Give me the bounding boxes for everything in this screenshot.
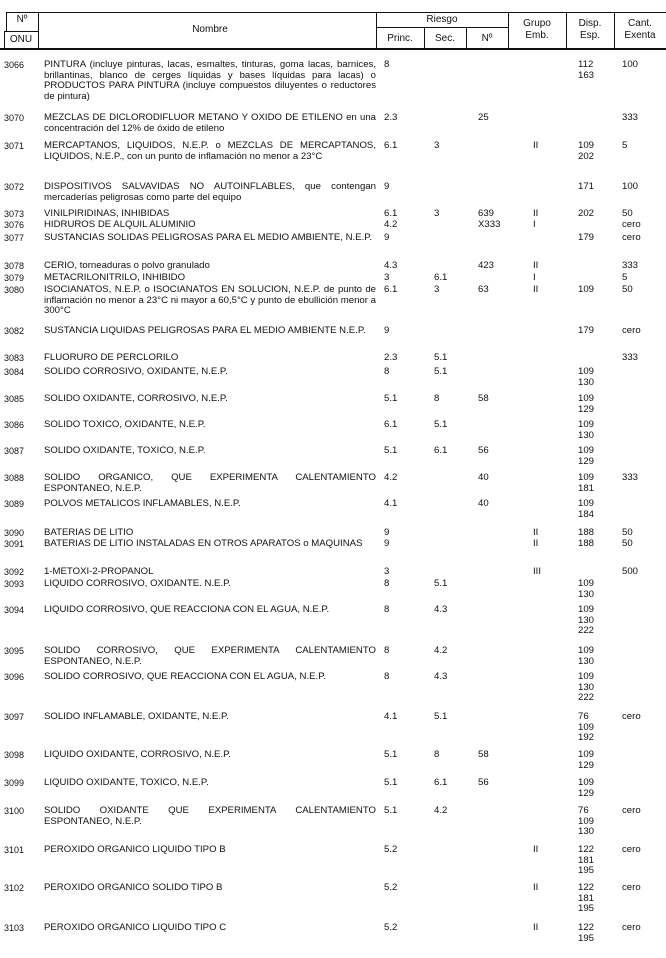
riesgo-numero: 25: [478, 112, 489, 123]
disposicion-code: 109: [578, 140, 595, 151]
onu-number: 3072: [4, 182, 25, 192]
disposicion-code: 188: [578, 538, 595, 549]
disposiciones-especiales: [578, 60, 608, 81]
riesgo-secundario: 5.1: [434, 419, 448, 430]
disposiciones-especiales: [578, 528, 608, 539]
riesgo-numero: 63: [478, 284, 489, 295]
disposiciones-especiales: [578, 499, 608, 520]
disposiciones-especiales: [578, 233, 608, 244]
disposiciones-especiales: [578, 646, 608, 667]
onu-number: 3091: [4, 539, 25, 549]
header-cant-2: Exenta: [624, 30, 656, 41]
disposicion-code: 130: [578, 614, 595, 626]
header-disp-1: Disp.: [578, 18, 602, 29]
cantidad-exenta: 333: [622, 112, 639, 123]
riesgo-principal: 8: [384, 578, 390, 589]
substance-name: LIQUIDO OXIDANTE, CORROSIVO, N.E.P.: [44, 749, 231, 760]
disposicion-code: 181: [578, 854, 595, 866]
onu-number: 3096: [4, 672, 25, 682]
riesgo-secundario: 8: [434, 393, 440, 404]
riesgo-principal: 3: [384, 272, 390, 283]
onu-number: 3080: [4, 285, 25, 295]
onu-number: 3073: [4, 209, 25, 219]
substance-name: SUSTANCIAS SOLIDAS PELIGROSAS PARA EL MEDIO AMBIENTE, N.E.P.: [44, 232, 373, 243]
cantidad-exenta: 50: [622, 538, 633, 549]
disposiciones-especiales: [578, 778, 608, 799]
riesgo-secundario: 5.1: [434, 578, 448, 589]
disposiciones-especiales: [578, 605, 608, 637]
disposicion-code: 109: [578, 604, 595, 615]
riesgo-principal: 4.2: [384, 219, 398, 230]
onu-number: 3083: [4, 353, 25, 363]
riesgo-secundario: 8: [434, 749, 440, 760]
substance-name: LIQUIDO OXIDANTE, TOXICO, N.E.P.: [44, 777, 209, 788]
disposicion-code: 109: [578, 777, 595, 788]
onu-number: 3100: [4, 806, 25, 816]
disposicion-code: 179: [578, 232, 595, 243]
riesgo-principal: 2.3: [384, 112, 398, 123]
riesgo-secundario: 5.1: [434, 352, 448, 363]
substance-name: SOLIDO OXIDANTE, TOXICO, N.E.P.: [44, 445, 206, 456]
cantidad-exenta: cero: [622, 232, 641, 243]
substance-name: HIDRUROS DE ALQUIL ALUMINIO: [44, 219, 196, 230]
cantidad-exenta: cero: [622, 325, 641, 336]
disposicion-code: 129: [578, 455, 595, 467]
riesgo-principal: 6.1: [384, 208, 398, 219]
riesgo-numero: 56: [478, 777, 489, 788]
header-riesgo: Riesgo: [426, 14, 458, 25]
disposicion-code: 202: [578, 208, 595, 219]
grupo-embalaje: II: [533, 208, 539, 219]
disposicion-code: 109: [578, 721, 595, 733]
riesgo-numero: X333: [478, 219, 501, 230]
riesgo-principal: 8: [384, 645, 390, 656]
riesgo-principal: 6.1: [384, 284, 398, 295]
header-cant-1: Cant.: [628, 18, 652, 29]
onu-number: 3101: [4, 845, 25, 855]
substance-name: DISPOSITIVOS SALVAVIDAS NO AUTOINFLABLES, que contengan mercaderías peligrosas como parte del equipo: [44, 181, 376, 203]
disposicion-code: 109: [578, 749, 595, 760]
cantidad-exenta: 333: [622, 352, 639, 363]
grupo-embalaje: III: [533, 566, 541, 577]
riesgo-principal: 5.1: [384, 393, 398, 404]
cantidad-exenta: 333: [622, 260, 639, 271]
disposicion-code: 181: [578, 482, 595, 494]
riesgo-numero: 58: [478, 393, 489, 404]
disposicion-code: 76: [578, 711, 589, 722]
riesgo-principal: 8: [384, 366, 390, 377]
cantidad-exenta: cero: [622, 805, 641, 816]
substance-name: PEROXIDO ORGANICO SOLIDO TIPO B: [44, 882, 223, 893]
riesgo-principal: 8: [384, 59, 390, 70]
onu-number: 3102: [4, 883, 25, 893]
cantidad-exenta: 500: [622, 566, 639, 577]
substance-name: MERCAPTANOS, LIQUIDOS, N.E.P. o MEZCLAS DE MERCAPTANOS, LIQUIDOS, N.E.P., con un punto de inflamación no menor a 23°C: [44, 140, 376, 162]
disposicion-code: 109: [578, 445, 595, 456]
header-no-col: Nº: [481, 33, 493, 44]
disposiciones-especiales: [578, 420, 608, 441]
grupo-embalaje: II: [533, 284, 539, 295]
riesgo-principal: 6.1: [384, 419, 398, 430]
onu-number: 3084: [4, 367, 25, 377]
substance-name: SUSTANCIA LIQUIDAS PELIGROSAS PARA EL MEDIO AMBIENTE N.E.P.: [44, 325, 366, 336]
grupo-embalaje: I: [533, 219, 536, 230]
disposiciones-especiales: [578, 209, 608, 220]
header-princ: Princ.: [387, 33, 413, 44]
substance-name: SOLIDO CORROSIVO, QUE EXPERIMENTA CALENTAMIENTO ESPONTANEO, N.E.P.: [44, 645, 376, 667]
disposiciones-especiales: [578, 285, 608, 296]
grupo-embalaje: II: [533, 527, 539, 538]
substance-name: SOLIDO CORROSIVO, QUE REACCIONA CON EL AGUA, N.E.P.: [44, 671, 327, 682]
header-nombre: Nombre: [192, 24, 228, 35]
riesgo-principal: 9: [384, 232, 390, 243]
substance-name: PEROXIDO ORGANICO LIQUIDO TIPO B: [44, 844, 226, 855]
substance-name: LIQUIDO CORROSIVO, QUE REACCIONA CON EL AGUA, N.E.P.: [44, 604, 330, 615]
onu-number: 3087: [4, 446, 25, 456]
disposicion-code: 109: [578, 671, 595, 682]
substance-name: SOLIDO OXIDANTE QUE EXPERIMENTA CALENTAMIENTO ESPONTANEO, N.E.P.: [44, 805, 376, 827]
header-onu: ONU: [9, 34, 33, 45]
grupo-embalaje: I: [533, 272, 536, 283]
riesgo-numero: 40: [478, 472, 489, 483]
onu-number: 3090: [4, 528, 25, 538]
substance-name: SOLIDO INFLAMABLE, OXIDANTE, N.E.P.: [44, 711, 229, 722]
substance-name: FLUORURO DE PERCLORILO: [44, 352, 179, 363]
grupo-embalaje: II: [533, 844, 539, 855]
substance-name: BATERIAS DE LITIO: [44, 527, 134, 538]
disposicion-code: 109: [578, 419, 595, 430]
onu-number: 3077: [4, 233, 25, 243]
onu-number: 3078: [4, 261, 25, 271]
cantidad-exenta: 5: [622, 140, 628, 151]
disposicion-code: 202: [578, 150, 595, 162]
disposicion-code: 130: [578, 655, 595, 667]
disposiciones-especiales: [578, 182, 608, 193]
disposicion-code: 109: [578, 578, 595, 589]
disposiciones-especiales: [578, 141, 608, 162]
disposicion-code: 179: [578, 325, 595, 336]
disposicion-code: 122: [578, 882, 595, 893]
disposiciones-especiales: [578, 539, 608, 550]
riesgo-principal: 5.2: [384, 844, 398, 855]
disposicion-code: 222: [578, 625, 595, 637]
riesgo-principal: 5.1: [384, 777, 398, 788]
disposicion-code: 109: [578, 366, 595, 377]
substance-name: PINTURA (incluye pinturas, lacas, esmaltes, tinturas, goma lacas, barnices, brillantinas, blanco de cerges líquidas y bases líquidas para lacas) o PRODUCTOS PARA PINTURA (incluye compuestos diluyentes o reductores de pintura): [44, 59, 376, 102]
disposiciones-especiales: [578, 923, 608, 944]
riesgo-principal: 4.3: [384, 260, 398, 271]
disposicion-code: 188: [578, 527, 595, 538]
disposicion-code: 130: [578, 376, 595, 388]
cantidad-exenta: cero: [622, 844, 641, 855]
onu-number: 3094: [4, 605, 25, 615]
disposicion-code: 112: [578, 59, 594, 70]
riesgo-principal: 4.1: [384, 498, 398, 509]
disposicion-code: 109: [578, 645, 595, 656]
riesgo-secundario: 5.1: [434, 711, 448, 722]
disposicion-code: 195: [578, 903, 595, 915]
riesgo-secundario: 3: [434, 208, 440, 219]
onu-number: 3088: [4, 473, 25, 483]
table-header: [0, 0, 666, 50]
riesgo-principal: 5.1: [384, 805, 398, 816]
substance-name: SOLIDO OXIDANTE, CORROSIVO, N.E.P.: [44, 393, 228, 404]
disposicion-code: 122: [578, 844, 595, 855]
riesgo-principal: 4.1: [384, 711, 398, 722]
onu-number: 3071: [4, 141, 25, 151]
cantidad-exenta: 333: [622, 472, 639, 483]
riesgo-numero: 58: [478, 749, 489, 760]
disposicion-code: 109: [578, 472, 595, 483]
onu-number: 3086: [4, 420, 25, 430]
disposiciones-especiales: [578, 473, 608, 494]
disposiciones-especiales: [578, 579, 608, 600]
riesgo-numero: 423: [478, 260, 495, 271]
disposiciones-especiales: [578, 326, 608, 337]
grupo-embalaje: II: [533, 260, 539, 271]
onu-number: 3095: [4, 646, 25, 656]
riesgo-principal: 4.2: [384, 472, 398, 483]
cantidad-exenta: cero: [622, 922, 641, 933]
disposicion-code: 122: [578, 922, 595, 933]
riesgo-secundario: 3: [434, 140, 440, 151]
cantidad-exenta: cero: [622, 882, 641, 893]
disposicion-code: 181: [578, 892, 595, 904]
header-grupo-2: Emb.: [525, 30, 549, 41]
substance-name: METACRILONITRILO, INHIBIDO: [44, 272, 186, 283]
onu-number: 3076: [4, 220, 25, 230]
riesgo-numero: 56: [478, 445, 489, 456]
riesgo-numero: 639: [478, 208, 495, 219]
disposiciones-especiales: [578, 806, 608, 838]
riesgo-principal: 9: [384, 538, 390, 549]
disposicion-code: 129: [578, 759, 595, 771]
substance-name: POLVOS METALICOS INFLAMABLES, N.E.P.: [44, 498, 241, 509]
cantidad-exenta: 100: [622, 59, 639, 70]
onu-number: 3082: [4, 326, 25, 336]
disposicion-code: 130: [578, 826, 595, 838]
disposicion-code: 195: [578, 865, 595, 877]
onu-number: 3093: [4, 579, 25, 589]
riesgo-secundario: 6.1: [434, 777, 448, 788]
header-disp-2: Esp.: [579, 30, 600, 41]
disposiciones-especiales: [578, 672, 608, 704]
onu-number: 3098: [4, 750, 25, 760]
riesgo-principal: 8: [384, 604, 390, 615]
disposiciones-especiales: [578, 750, 608, 771]
riesgo-secundario: 3: [434, 284, 440, 295]
riesgo-principal: 5.1: [384, 445, 398, 456]
disposicion-code: 163: [578, 69, 595, 81]
substance-name: LIQUIDO CORROSIVO, OXIDANTE. N.E.P.: [44, 578, 231, 589]
disposicion-code: 129: [578, 403, 595, 415]
onu-number: 3089: [4, 499, 25, 509]
substance-name: CERIO, torneaduras o polvo granulado: [44, 260, 210, 271]
substance-name: SOLIDO CORROSIVO, OXIDANTE, N.E.P.: [44, 366, 228, 377]
cantidad-exenta: 50: [622, 527, 633, 538]
onu-number: 3070: [4, 113, 25, 123]
cantidad-exenta: cero: [622, 711, 641, 722]
disposicion-code: 76: [578, 805, 589, 816]
onu-number: 3099: [4, 778, 25, 788]
substance-name: SOLIDO TOXICO, OXIDANTE, N.E.P.: [44, 419, 206, 430]
disposicion-code: 109: [578, 815, 595, 827]
disposicion-code: 171: [578, 181, 595, 192]
cantidad-exenta: 50: [622, 208, 633, 219]
substance-name: SOLIDO ORGANICO, QUE EXPERIMENTA CALENTAMIENTO ESPONTANEO, N.E.P.: [44, 472, 376, 494]
cantidad-exenta: 50: [622, 284, 633, 295]
disposicion-code: 109: [578, 284, 595, 295]
disposicion-code: 184: [578, 508, 595, 520]
disposicion-code: 195: [578, 932, 595, 944]
disposicion-code: 192: [578, 732, 595, 744]
grupo-embalaje: II: [533, 882, 539, 893]
substance-name: MEZCLAS DE DICLORODIFLUOR METANO Y OXIDO DE ETILENO en una concentración del 12% de óxido de etileno: [44, 112, 376, 134]
substance-name: 1-METOXI-2-PROPANOL: [44, 566, 154, 577]
riesgo-secundario: 6.1: [434, 272, 448, 283]
riesgo-secundario: 6.1: [434, 445, 448, 456]
riesgo-secundario: 5.1: [434, 366, 448, 377]
riesgo-principal: 9: [384, 181, 390, 192]
substance-name: PEROXIDO ORGANICO LIQUIDO TIPO C: [44, 922, 227, 933]
onu-number: 3085: [4, 394, 25, 404]
disposicion-code: 129: [578, 787, 595, 799]
disposicion-code: 109: [578, 498, 595, 509]
disposiciones-especiales: [578, 883, 608, 915]
disposicion-code: 130: [578, 681, 595, 693]
disposiciones-especiales: [578, 394, 608, 415]
substance-name: VINILPIRIDINAS, INHIBIDAS: [44, 208, 170, 219]
header-sec: Sec.: [434, 33, 455, 44]
riesgo-principal: 9: [384, 325, 390, 336]
cantidad-exenta: 100: [622, 181, 639, 192]
grupo-embalaje: II: [533, 538, 539, 549]
riesgo-principal: 5.2: [384, 882, 398, 893]
header-no: Nº: [16, 14, 28, 25]
disposicion-code: 222: [578, 692, 595, 704]
disposicion-code: 130: [578, 588, 595, 600]
riesgo-principal: 2.3: [384, 352, 398, 363]
riesgo-principal: 9: [384, 527, 390, 538]
riesgo-principal: 3: [384, 566, 390, 577]
disposiciones-especiales: [578, 845, 608, 877]
disposiciones-especiales: [578, 367, 608, 388]
riesgo-secundario: 4.3: [434, 604, 448, 615]
riesgo-principal: 5.1: [384, 749, 398, 760]
riesgo-secundario: 4.2: [434, 805, 448, 816]
substance-name: ISOCIANATOS, N.E.P. o ISOCIANATOS EN SOLUCION, N.E.P. de punto de inflamación no menor a 23°C ni mayor a 60,5°C y punto de ebullición menor a 300°C: [44, 284, 376, 317]
riesgo-secundario: 4.3: [434, 671, 448, 682]
cantidad-exenta: cero: [622, 219, 641, 230]
riesgo-principal: 5.2: [384, 922, 398, 933]
riesgo-secundario: 4.2: [434, 645, 448, 656]
substance-name: BATERIAS DE LITIO INSTALADAS EN OTROS APARATOS o MAQUINAS: [44, 538, 363, 549]
disposicion-code: 130: [578, 429, 595, 441]
onu-number: 3066: [4, 60, 25, 70]
disposiciones-especiales: [578, 712, 608, 744]
onu-number: 3103: [4, 923, 25, 933]
onu-number: 3097: [4, 712, 25, 722]
onu-number: 3079: [4, 273, 25, 283]
cantidad-exenta: 5: [622, 272, 628, 283]
grupo-embalaje: II: [533, 922, 539, 933]
disposicion-code: 109: [578, 393, 595, 404]
riesgo-numero: 40: [478, 498, 489, 509]
riesgo-principal: 6.1: [384, 140, 398, 151]
disposiciones-especiales: [578, 446, 608, 467]
header-grupo-1: Grupo: [523, 18, 551, 29]
onu-number: 3092: [4, 567, 25, 577]
grupo-embalaje: II: [533, 140, 539, 151]
riesgo-principal: 8: [384, 671, 390, 682]
